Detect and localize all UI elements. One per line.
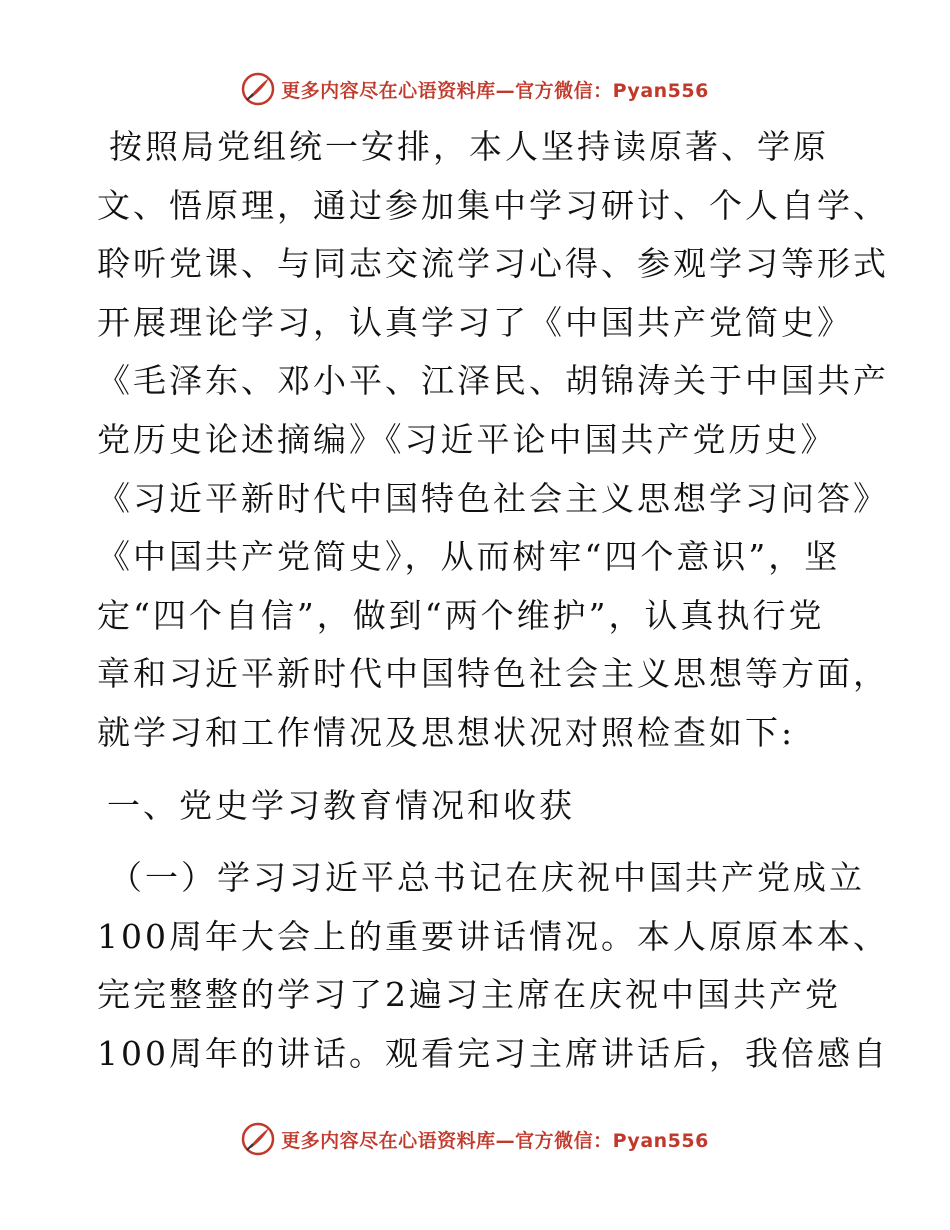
paragraph-line: 就学习和工作情况及思想状况对照检查如下: xyxy=(97,712,796,752)
paragraph-line: 开展理论学习，认真学习了《中国共产党简史》 xyxy=(97,302,853,342)
paragraph-line: 完完整整的学习了2遍习主席在庆祝中国共产党 xyxy=(97,975,841,1015)
footer-watermark xyxy=(0,1122,950,1156)
paragraph-line: 党历史论述摘编》《习近平论中国共产党历史》 xyxy=(97,419,837,459)
quill-logo-icon xyxy=(241,72,275,106)
paragraph-line: 按照局党组统一安排，本人坚持读原著、学原 xyxy=(109,127,829,166)
quill-logo-icon xyxy=(241,1122,275,1156)
paragraph-line: 100周年大会上的重要讲话情况。本人原原本本、 xyxy=(97,916,889,956)
paragraph-line: 定“四个自信”，做到“两个维护”，认真执行党 xyxy=(97,595,825,635)
paragraph-line: 文、悟原理，通过参加集中学习研讨、个人自学、 xyxy=(97,185,889,225)
paragraph-line: 章和习近平新时代中国特色社会主义思想等方面， xyxy=(97,654,889,694)
paragraph-line: 《毛泽东、邓小平、江泽民、胡锦涛关于中国共产 xyxy=(97,361,889,401)
paragraph-line: 100周年的讲话。观看完习主席讲话后，我倍感自 xyxy=(97,1033,889,1073)
watermark-text: 更多内容尽在心语资料库—官方微信：Pyan556 xyxy=(281,1129,709,1152)
document-body xyxy=(97,118,889,1084)
paragraph-line: 《习近平新时代中国特色社会主义思想学习问答》 xyxy=(97,478,889,518)
watermark-text: 更多内容尽在心语资料库—官方微信：Pyan556 xyxy=(281,79,709,102)
paragraph-line: 《中国共产党简史》，从而树牢“四个意识”，坚 xyxy=(97,537,841,577)
paragraph-line: （一）学习习近平总书记在庆祝中国共产党成立 xyxy=(109,858,865,898)
paragraph-line: 聆听党课、与同志交流学习心得、参观学习等形式 xyxy=(97,244,889,284)
section-heading: 一、党史学习教育情况和收获 xyxy=(107,785,575,825)
header-watermark xyxy=(0,72,950,106)
